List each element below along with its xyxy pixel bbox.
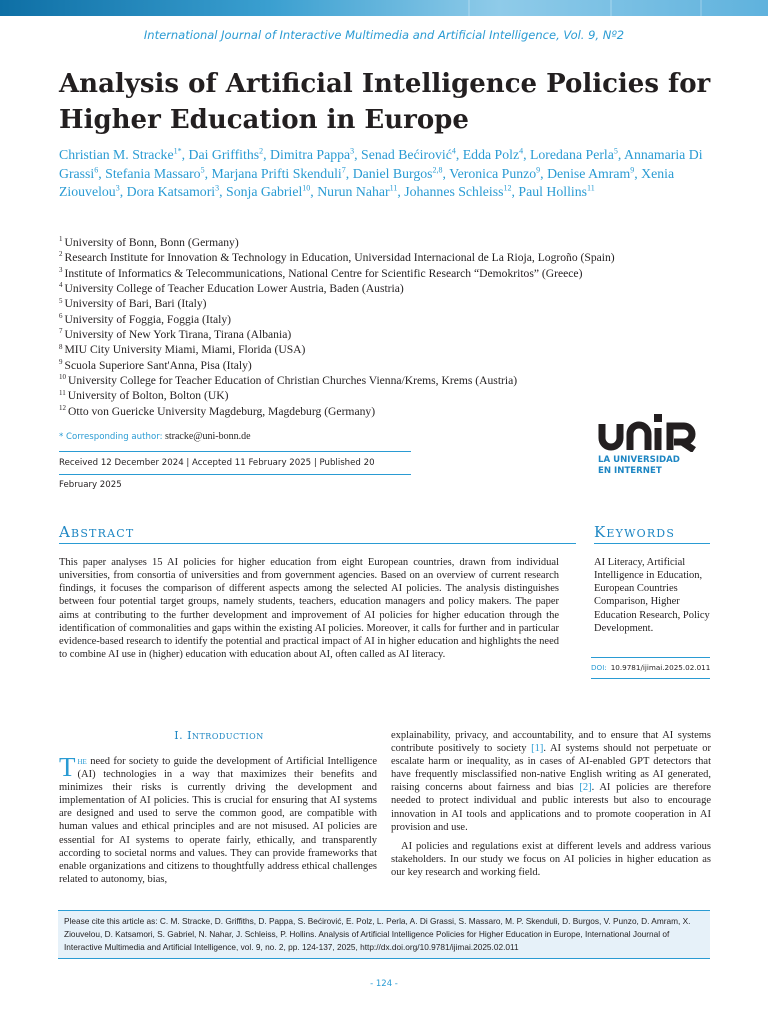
journal-header: International Journal of Interactive Multimedia and Artificial Intelligence, Vol. 9, Nº2	[143, 28, 625, 42]
author-affiliation-ref: 2,8	[432, 164, 443, 174]
author-name: Dimitra Pappa	[270, 147, 351, 162]
affiliation-item	[59, 342, 699, 357]
affiliation-text: University College for Teacher Education of Christian Churches Vienna/Krems, Krems (Austria)	[68, 374, 518, 388]
author-name: Veronica Punzo	[449, 165, 537, 181]
author-affiliation-ref: 9	[630, 164, 635, 174]
affiliation-text: University of New York Tirana, Tirana (Albania)	[64, 328, 292, 342]
author-affiliation-ref: 3	[215, 183, 220, 193]
doi-label: DOI:	[591, 663, 607, 672]
author-name: Dai Griffiths	[188, 147, 260, 162]
introduction-paragraph-1: need for society to guide the development of Artificial Intelligence (AI) technologies in a way that maximizes their benefits and minimizes their risks is currently driving the development and implementation of AI policies. This is crucial for ensuring that AI systems are designed and used to serve the common good, are compatible with human values and ethical principles and are not misused. AI policies are essential for AI systems to operate fairly, ethically, and transparently according to societal norms and values. They can provide frameworks that enable organizations and citizens to thoughtfully address ethical challenges related to autonomy, bias,	[59, 756, 377, 885]
author-affiliation-ref: 3	[350, 146, 355, 156]
keywords-heading: Keywords	[594, 523, 710, 544]
author-affiliation-ref: 9	[536, 164, 541, 174]
corresponding-author-label: * Corresponding author:	[59, 432, 163, 442]
affiliation-text: Institute of Informatics & Telecommunications, National Centre for Scientific Research “Demokritos” (Greece)	[64, 266, 583, 280]
affiliation-number: 7	[59, 327, 63, 336]
author-name: Denise Amram	[547, 165, 631, 181]
author-name: Nurun Nahar	[317, 184, 390, 199]
affiliation-item	[59, 358, 699, 373]
unir-wordmark-icon	[598, 412, 710, 452]
affiliation-text: MIU City University Miami, Miami, Florida (USA)	[64, 343, 306, 357]
affiliation-item	[59, 235, 699, 250]
doi-box	[591, 657, 710, 679]
author-affiliation-ref: 2	[259, 146, 264, 156]
drop-cap-word: he	[77, 756, 87, 767]
affiliation-number: 11	[59, 388, 66, 397]
author-name: Stefania Massaro	[105, 165, 201, 181]
drop-cap: T	[59, 752, 76, 782]
author-affiliation-ref: 3	[115, 183, 120, 193]
paper-title: Analysis of Artificial Intelligence Policies for Higher Education in Europe	[59, 69, 711, 135]
author-affiliation-ref: 6	[94, 164, 99, 174]
affiliation-number: 9	[59, 357, 63, 366]
affiliation-text: Otto von Guericke University Magdeburg, Magdeburg (Germany)	[68, 404, 376, 418]
author-name: Paul Hollins	[518, 184, 588, 199]
affiliation-item	[59, 312, 699, 327]
doi-link[interactable]: 10.9781/ijimai.2025.02.011	[610, 663, 711, 672]
affiliation-text: University of Bolton, Bolton (UK)	[67, 389, 229, 403]
affiliation-item	[59, 373, 699, 388]
affiliation-item	[59, 296, 699, 311]
author-affiliation-ref: 12	[503, 183, 512, 193]
citation-ref-2[interactable]: [2]	[579, 782, 592, 794]
author-affiliation-ref: 5	[613, 146, 618, 156]
corresponding-author	[59, 431, 251, 442]
author-affiliation-ref: 10	[302, 183, 311, 193]
affiliation-number: 4	[59, 281, 63, 290]
introduction-heading: I. Introduction	[174, 729, 264, 742]
affiliation-text: University of Bari, Bari (Italy)	[64, 297, 207, 311]
affiliation-number: 2	[59, 250, 63, 259]
introduction-column-2	[391, 729, 711, 879]
affiliation-text: Scuola Superiore Sant'Anna, Pisa (Italy)	[64, 358, 252, 372]
author-name: Christian M. Stracke	[59, 147, 174, 162]
affiliation-number: 12	[59, 403, 66, 412]
author-name: Annamaria Di Grassi	[59, 147, 703, 181]
citation-ref-1[interactable]: [1]	[531, 743, 544, 755]
author-name: Daniel Burgos	[352, 165, 433, 181]
affiliation-text: Research Institute for Innovation & Technology in Education, Universidad Internacional de La Rioja, Logroño (Spain)	[64, 251, 615, 265]
author-affiliation-ref: 4	[519, 146, 524, 156]
author-affiliation-ref: 1*	[173, 146, 182, 156]
page-number: - 124 -	[370, 979, 398, 989]
introduction-column-1	[59, 752, 377, 886]
author-name: Johannes Schleiss	[404, 184, 504, 199]
affiliation-item	[59, 327, 699, 342]
author-affiliation-ref: 11	[587, 183, 595, 193]
corresponding-author-email[interactable]: stracke@uni-bonn.de	[164, 431, 251, 442]
logo-tagline-2: EN INTERNET	[598, 465, 662, 476]
affiliation-item	[59, 281, 699, 296]
author-name: Senad Bećirović	[361, 147, 452, 162]
author-affiliation-ref: 7	[341, 164, 346, 174]
header-color-bar	[0, 0, 768, 16]
affiliation-number: 5	[59, 296, 63, 305]
introduction-paragraph-1-cont: explainability, privacy, and accountability, and to ensure that AI systems contribute positively to society [1]. AI systems should not perpetuate or escalate harm or inequality, as in cases of AI-enabled GPT detectors that have frequently misclassified non-native English writing as AI generated, raising concerns about fairness and bias [2]. AI policies are therefore needed to protect individual and public interests but also to encourage innovation in AI tools and applications and to promote cooperation in AI provision and use.	[391, 730, 711, 833]
affiliation-number: 1	[59, 235, 63, 244]
abstract-text: This paper analyses 15 AI policies for higher education from eight European countries, drawn from individual universities, from consortia of universities and from government agencies. Based on an overview of current research findings, it focuses the comparison of different aspects among the selected AI policies. The analysis distinguishes between four potential target groups, namely students, teachers, education managers and policy makers. The paper aims at contributing to the further development and improvement of AI policies for higher education through the identification of commonalities and gaps within the existing AI policies. Moreover, it calls for further and in particular evidence-based research to identify the potential and practical impact of AI in higher education and highlights the need to combine AI use in (higher) education with education about AI, often called as AI literacy.	[59, 557, 559, 661]
affiliation-number: 8	[59, 342, 63, 351]
author-name: Edda Polz	[462, 147, 520, 162]
affiliation-text: University College of Teacher Education Lower Austria, Baden (Austria)	[64, 282, 404, 296]
author-name: Dora Katsamori	[126, 184, 216, 199]
affiliation-text: University of Bonn, Bonn (Germany)	[64, 236, 239, 249]
author-affiliation-ref: 5	[200, 164, 205, 174]
affiliation-number: 3	[59, 265, 63, 274]
affiliation-number: 6	[59, 311, 63, 320]
author-name: Xenia Ziouvelou	[59, 165, 675, 199]
logo-tagline-1: LA UNIVERSIDAD	[598, 455, 680, 465]
author-name: Marjana Prifti Skenduli	[211, 165, 342, 181]
citation-box: Please cite this article as: C. M. Stracke, D. Griffiths, D. Pappa, S. Bećirović, E. Polz, L. Perla, A. Di Grassi, S. Massaro, M. P. Skenduli, D. Burgos, V. Punzo, D. Amram, X. Ziouvelou, D. Katsamori, S. Gabriel, N. Nahar, J. Schleiss, P. Hollins. Analysis of Artificial Intelligence Policies for Higher Education in Europe, International Journal of Interactive Multimedia and Artificial Intelligence, vol. 9, no. 2, pp. 124-137, 2025, http://dx.doi.org/10.9781/ijimai.2025.02.011	[58, 910, 710, 959]
author-affiliation-ref: 11	[389, 183, 398, 193]
affiliation-number: 10	[59, 373, 66, 382]
abstract-heading: Abstract	[59, 523, 576, 544]
affiliation-item	[59, 250, 699, 265]
author-affiliation-ref: 4	[451, 146, 456, 156]
affiliation-item	[59, 266, 699, 281]
author-list: Christian M. Stracke$^{1*}$, Dai Griffiths$^2$, Dimitra Pappa$^3$, Senad Bećirović$^4$, Edda Polz$^4$, Loredana Perla$^5$, Annamaria Di Grassi$^6$, Stefania Massaro$^5$, Marjana Prifti Skenduli$^7$, Daniel Burgos$^{2,8}$, Veronica Punzo$^9$, Denise Amram$^9$, Xenia Ziouvelou$^3$, Dora Katsamori$^3$, Sonja Gabriel$^{10}$, Nurun Nahar$^{11}$, Johannes Schleiss$^{12}$, Paul Hollins$^{11}$	[59, 146, 703, 199]
keywords-text: AI Literacy, Artificial Intelligence in Education, European Countries Comparison, Higher Education Research, Policy Development.	[594, 557, 710, 634]
unir-logo	[598, 412, 718, 476]
author-name: Sonja Gabriel	[226, 184, 303, 199]
affiliation-list	[59, 235, 699, 419]
publication-dates: Received 12 December 2024 | Accepted 11 February 2025 | Published 20 February 2025	[59, 451, 411, 475]
author-name: Loredana Perla	[529, 147, 614, 162]
affiliation-item	[59, 388, 699, 403]
affiliation-text: University of Foggia, Foggia (Italy)	[64, 312, 231, 326]
introduction-paragraph-2: AI policies and regulations exist at different levels and address various stakeholders. In our study we focus on AI policies in higher education as our key research and working field.	[391, 840, 711, 878]
